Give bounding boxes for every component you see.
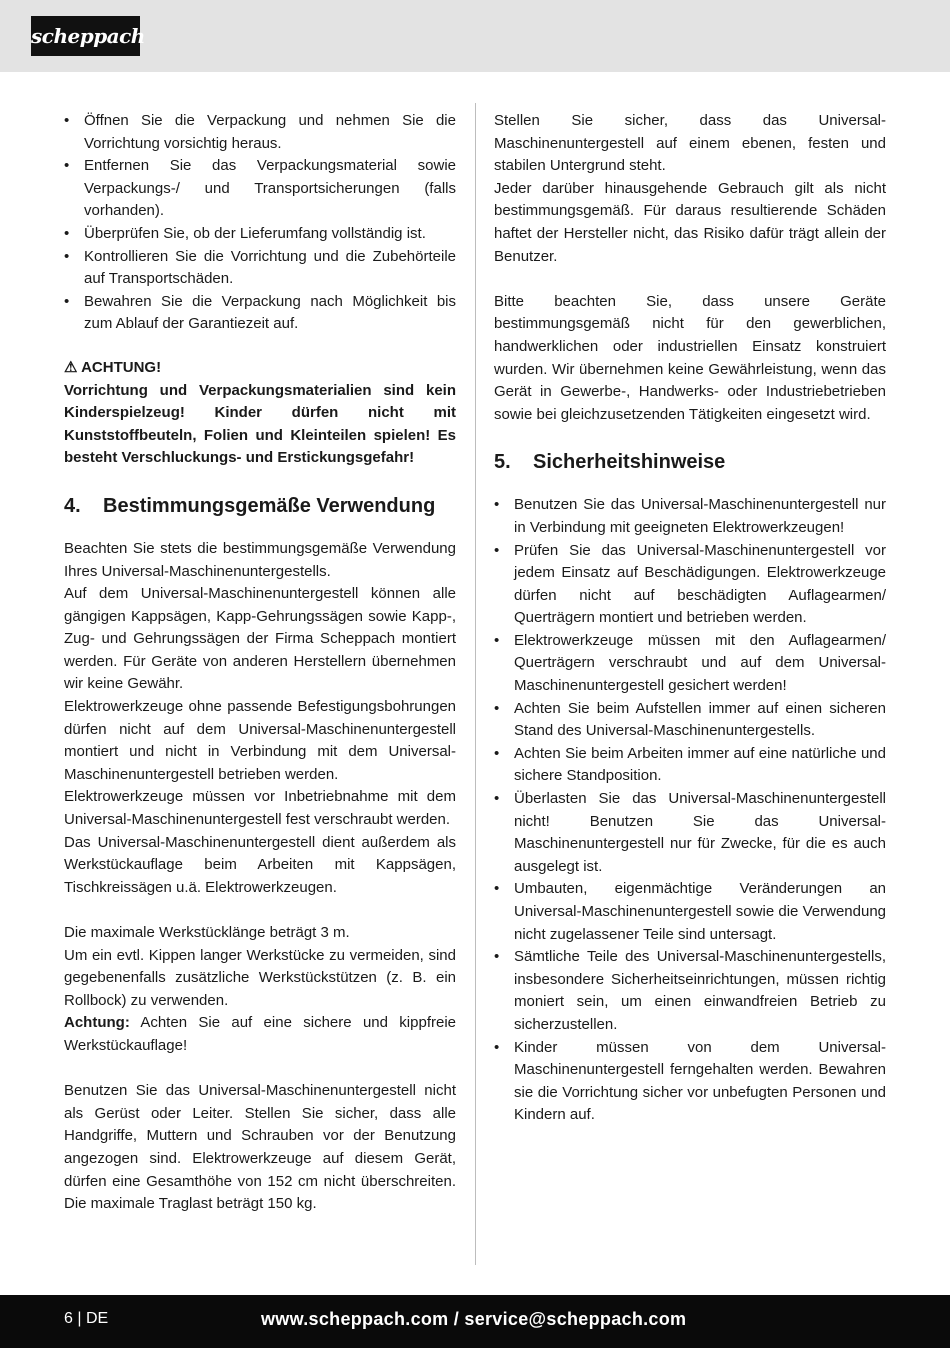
scheppach-logo: scheppach	[31, 16, 140, 56]
footer-url[interactable]: www.scheppach.com / service@scheppach.com	[261, 1309, 687, 1329]
footer-bar	[0, 1295, 950, 1348]
paragraph: Elektrowerkzeuge ohne passende Befestigungsbohrungen dürfen nicht auf dem Universal-Maschinenuntergestell montiert und nicht in Verbindung mit dem Universal-Maschinenuntergestell betrieben werden.	[64, 698, 456, 783]
warning-text: Vorrichtung und Verpackungsmaterialien sind kein Kinderspielzeug! Kinder dürfen nicht mit Kunststoffbeuteln, Folien und Kleinteilen spielen! Es besteht Verschluckungs- und Erstickungsgefahr!	[64, 381, 456, 467]
warning-heading	[64, 357, 456, 380]
paragraph: Benutzen Sie das Universal-Maschinenuntergestell nicht als Gerüst oder Leiter. Stellen Sie sicher, dass alle Handgriffe, Muttern und Schrauben vor der Benutzung angezogen sind. Elektrowerkzeuge auf diesem Gerät, dürfen eine Gesamthöhe von 152 cm nicht überschreiten. Die maximale Traglast beträgt 150 kg.	[64, 1082, 456, 1213]
list-item: • Benutzen Sie das Universal-Maschinenuntergestell nur in Verbindung mit geeigneten Elektrowerkzeugen!	[494, 494, 886, 539]
achtung-text: Achten Sie auf eine sichere und kippfreie Werkstückauflage!	[64, 1014, 456, 1054]
paragraph: Stellen Sie sicher, dass das Universal-Maschinenuntergestell auf einem ebenen, festen und stabilen Untergrund steht.	[494, 112, 886, 175]
achtung-label: Achtung:	[64, 1014, 130, 1032]
list-item: • Überprüfen Sie, ob der Lieferumfang vollständig ist.	[64, 223, 456, 246]
paragraph: Bitte beachten Sie, dass unsere Geräte bestimmungsgemäß nicht für den gewerblichen, handwerklichen oder industriellen Einsatz konstruiert wurden. Wir übernehmen keine Gewährleistung, wenn das Gerät in Gewerbe-, Handwerks- oder Industriebetrieben sowie bei gleichzusetzenden Tätigkeiten eingesetzt wird.	[494, 292, 886, 423]
list-item: • Sämtliche Teile des Universal-Maschinenuntergestells, insbesondere Sicherheitseinrichtungen, müssen richtig moniert sein, um einen einwandfreien Betrieb zu sicherzustellen.	[494, 946, 886, 1036]
section-5-title: Sicherheitshinweise	[533, 451, 726, 474]
list-item: • Kontrollieren Sie die Vorrichtung und die Zubehörteile auf Transportschäden.	[64, 246, 456, 291]
list-item: • Öffnen Sie die Verpackung und nehmen Sie die Vorrichtung vorsichtig heraus.	[64, 110, 456, 155]
list-item: • Entfernen Sie das Verpackungsmaterial sowie Verpackungs-/ und Transportsicherungen (falls vorhanden).	[64, 155, 456, 223]
right-column	[494, 110, 886, 1127]
warning-title: ACHTUNG!	[81, 358, 162, 376]
column-divider	[475, 103, 476, 1265]
section-4-heading	[64, 492, 456, 520]
warning-icon: ⚠	[64, 358, 78, 376]
paragraph: Beachten Sie stets die bestimmungsgemäße Verwendung Ihres Universal-Maschinenuntergestells.	[64, 539, 456, 580]
list-item: • Umbauten, eigenmächtige Veränderungen an Universal-Maschinenuntergestell sowie die Verwendung nicht zugelassener Teile sind untersagt.	[494, 878, 886, 946]
section-4-title: Bestimmungsgemäße Verwendung	[103, 494, 436, 517]
list-item: • Überlasten Sie das Universal-Maschinenuntergestell nicht! Benutzen Sie das Universal-Maschinenuntergestell nur für Zwecke, für die es auch ausgelegt ist.	[494, 788, 886, 878]
list-item: • Achten Sie beim Arbeiten immer auf eine natürliche und sichere Standposition.	[494, 743, 886, 788]
list-item: • Prüfen Sie das Universal-Maschinenuntergestell vor jedem Einsatz auf Beschädigungen. Elektrowerkzeuge dürfen nicht auf beschädigten Auflagearmen/ Querträgern montiert und betrieben werden.	[494, 540, 886, 630]
list-item: • Elektrowerkzeuge müssen mit den Auflagearmen/ Querträgern verschraubt und auf dem Universal-Maschinenuntergestell gesichert werden!	[494, 630, 886, 698]
achtung-paragraph	[64, 1012, 456, 1057]
left-column	[64, 110, 456, 1216]
paragraph: Die maximale Werkstücklänge beträgt 3 m.	[64, 924, 350, 941]
list-item: • Bewahren Sie die Verpackung nach Möglichkeit bis zum Ablauf der Garantiezeit auf.	[64, 291, 456, 336]
paragraph: Auf dem Universal-Maschinenuntergestell können alle gängigen Kappsägen, Kapp-Gehrungssägen sowie Kapp-, Zug- und Gehrungssägen der Firma Scheppach montiert werden. Für Geräte von anderen Herstellern übernehmen wir keine Gewähr.	[64, 585, 456, 693]
section-4-number: 4.	[64, 494, 81, 517]
paragraph: Das Universal-Maschinenuntergestell dient außerdem als Werkstückauflage beim Arbeiten mit Kappsägen, Tischkreissägen u.ä. Elektrowerkzeugen.	[64, 833, 456, 896]
safety-list	[494, 494, 886, 1127]
section-5-heading	[494, 448, 886, 476]
page-number: 6 | DE	[64, 1310, 109, 1327]
section-5-number: 5.	[494, 451, 511, 474]
list-item: • Achten Sie beim Aufstellen immer auf einen sicheren Stand des Universal-Maschinenuntergestells.	[494, 698, 886, 743]
paragraph: Elektrowerkzeuge müssen vor Inbetriebnahme mit dem Universal-Maschinenuntergestell fest verschraubt werden.	[64, 788, 456, 829]
header-bar	[0, 0, 950, 72]
list-item: • Kinder müssen von dem Universal-Maschinenuntergestell ferngehalten werden. Bewahren sie die Vorrichtung sicher vor unbefugten Personen und Kindern auf.	[494, 1037, 886, 1127]
paragraph: Um ein evtl. Kippen langer Werkstücke zu vermeiden, sind gegebenenfalls zusätzliche Werkstückstützen (z. B. ein Rollbock) zu verwenden.	[64, 946, 456, 1009]
unpacking-list	[64, 110, 456, 336]
paragraph: Jeder darüber hinausgehende Gebrauch gilt als nicht bestimmungsgemäß. Für daraus resultierende Schäden haftet der Hersteller nicht, das Risiko dafür trägt allein der Benutzer.	[494, 179, 886, 265]
